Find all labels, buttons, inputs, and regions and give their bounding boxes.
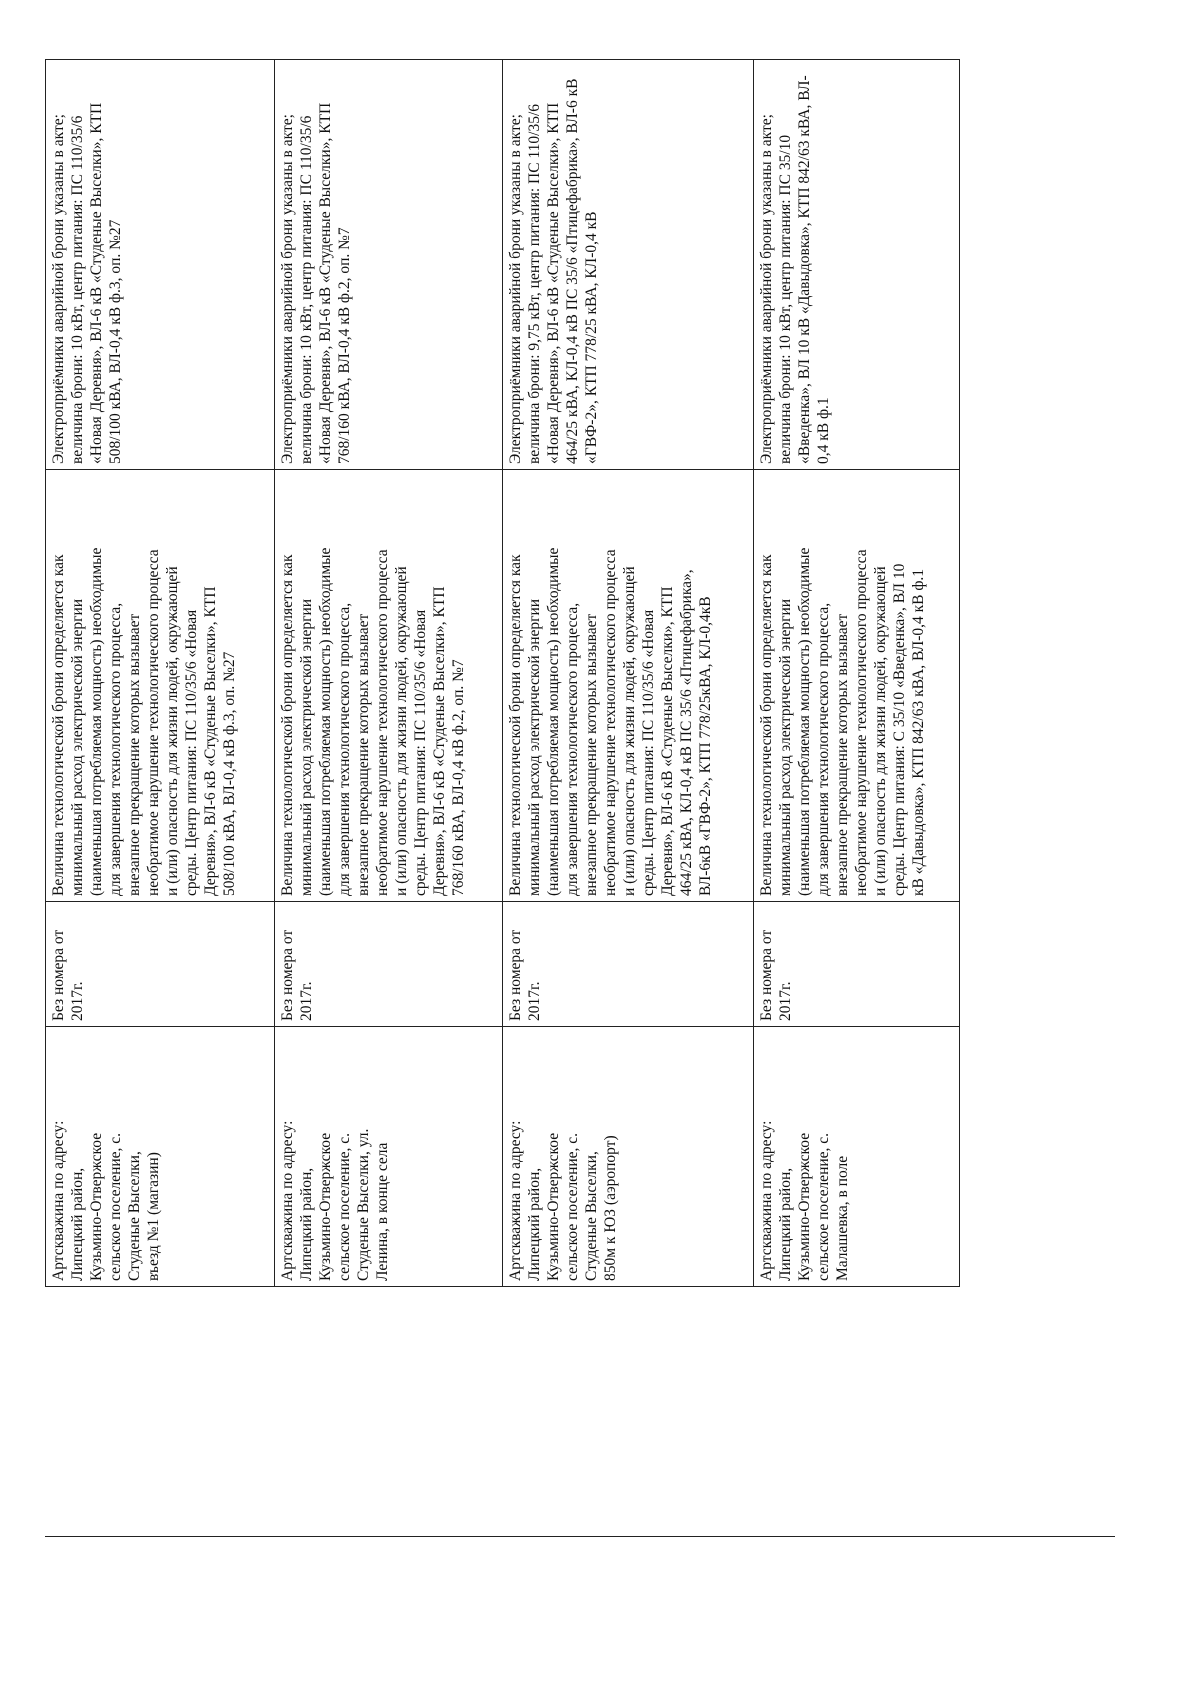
cell-text-line: Электроприёмники аварийной брони указаны в акте; [278,114,296,464]
cell-text-line: для завершения технологического процесса, [335,602,353,896]
document-cell [753,902,959,1027]
cell-text-line: внезапное прекращение которых вызывает [583,613,600,896]
table-row [46,60,275,1287]
cell-text-line: (наименьшая потребляемая мощность) необходимые [316,547,334,896]
cell-text-line: (наименьшая потребляемая мощность) необходимые [545,547,562,896]
cell-text-line: 850м к ЮЗ (аэропорт) [602,1135,619,1281]
cell-text-line: Деревня», ВЛ-6 кВ «Студеные Выселки», КТП [659,586,676,896]
cell-text-line: Студеные Выселки, [126,1151,143,1281]
cell-text-line: Кузьмино-Отвержское [88,1132,105,1281]
tech-reserve-cell [503,470,754,902]
address-cell [46,1027,275,1287]
cell-text-line: сельское поселение, с. [814,1132,832,1281]
reserve-table-body [46,60,960,1287]
cell-text-line: Студеные Выселки, ул. [354,1128,372,1281]
cell-text-line: Артскважина по адресу: [278,1120,296,1281]
cell-text-line: «ГВФ-2», КТП 778/25 кВА, КЛ-0,4 кВ [583,211,600,464]
cell-text-line: 768/160 кВА, ВЛ-0,4 кВ ф.2, оп. №7 [449,659,467,896]
cell-text-line: Кузьмино-Отвержское [795,1132,813,1281]
cell-text-line: Малашевка, в поле [833,1155,851,1281]
table-row [503,60,754,1287]
cell-text-line: Без номера от [757,929,775,1021]
cell-text-line: необратимое нарушение технологического процесса [852,549,870,896]
cell-text-line: «Новая Деревня», ВЛ-6 кВ «Студеные Выселки», КТП [88,102,105,464]
tech-reserve-cell [46,470,275,902]
cell-text-line: Без номера от [278,929,296,1021]
cell-text-line: Липецкий район, [776,1167,794,1281]
document-cell [46,902,275,1027]
cell-text-line: сельское поселение, с. [107,1132,124,1281]
cell-text-line: Артскважина по адресу: [50,1120,67,1281]
cell-text-line: Липецкий район, [297,1167,315,1281]
cell-text-line: Кузьмино-Отвержское [316,1132,334,1281]
cell-text-line: (наименьшая потребляемая мощность) необходимые [88,547,105,896]
cell-text-line: ВЛ-6кВ «ГВФ-2», КТП 778/25кВА, КЛ-0,4кВ [697,596,714,896]
cell-text-line: среды. Центр питания: ПС 110/35/6 «Новая [411,609,429,896]
cell-text-line: величина брони: 10 кВт, центр питания: ПС 35/10 [776,134,794,464]
cell-text-line: сельское поселение, с. [564,1132,581,1281]
cell-text-line: 508/100 кВА, ВЛ-0,4 кВ ф.3, оп. №27 [107,219,124,464]
address-cell [753,1027,959,1287]
table-area [45,60,960,1547]
cell-text-line: 464/25 кВА, КЛ-0,4 кВ ПС 35/6 «Птицефабрика», [678,569,695,896]
cell-text-line: среды. Центр питания: С 35/10 «Введенка», ВЛ 10 [890,563,908,896]
emergency-reserve-cell [503,60,754,470]
cell-text-line: минимальный расход электрической энергии [69,598,86,896]
cell-text-line: кВ «Давыдовка», КТП 842/63 кВА, ВЛ-0,4 кВ ф.1 [909,568,927,896]
tech-reserve-cell [753,470,959,902]
cell-text-line: Липецкий район, [526,1167,543,1281]
cell-text-line: величина брони: 10 кВт, центр питания: ПС 110/35/6 [297,115,315,464]
cell-text-line: необратимое нарушение технологического процесса [145,549,162,896]
cell-text-line: 768/160 кВА, ВЛ-0,4 кВ ф.2, оп. №7 [335,227,353,464]
cell-text-line: 2017г. [776,981,794,1021]
cell-text-line: для завершения технологического процесса, [107,602,124,896]
cell-text-line: величина брони: 10 кВт, центр питания: ПС 110/35/6 [69,115,86,464]
cell-text-line: Деревня», ВЛ-6 кВ «Студеные Выселки», КТП [430,586,448,896]
document-cell [274,902,503,1027]
emergency-reserve-cell [46,60,275,470]
cell-text-line: минимальный расход электрической энергии [526,598,543,896]
cell-text-line: Студеные Выселки, [583,1151,600,1281]
cell-text-line: минимальный расход электрической энергии [776,598,794,896]
reserve-table [45,59,960,1287]
cell-text-line: сельское поселение, с. [335,1132,353,1281]
cell-text-line: для завершения технологического процесса, [814,602,832,896]
cell-text-line: 0,4 кВ ф.1 [814,397,832,464]
cell-text-line: внезапное прекращение которых вызывает [354,613,372,896]
cell-text-line: внезапное прекращение которых вызывает [833,613,851,896]
cell-text-line: 2017г. [69,981,86,1021]
cell-text-line: «Новая Деревня», ВЛ-6 кВ «Студеные Выселки», КТП [316,102,334,464]
cell-text-line: «Новая Деревня», ВЛ-6 кВ «Студеные Выселки», КТП [545,102,562,464]
address-cell [274,1027,503,1287]
table-row [753,60,959,1287]
cell-text-line: и (или) опасность для жизни людей, окружающей [164,566,181,896]
cell-text-line: среды. Центр питания: ПС 110/35/6 «Новая [183,609,200,896]
cell-text-line: Артскважина по адресу: [507,1120,524,1281]
cell-text-line: Ленина, в конце села [373,1142,391,1281]
cell-text-line: величина брони: 9,75 кВт, центр питания: ПС 110/35/6 [526,104,543,464]
document-cell [503,902,754,1027]
cell-text-line: Деревня», ВЛ-6 кВ «Студеные Выселки», КТП [202,586,219,896]
emergency-reserve-cell [274,60,503,470]
cell-text-line: въезд №1 (магазин) [145,1152,162,1281]
cell-text-line: и (или) опасность для жизни людей, окружающей [871,566,889,896]
cell-text-line: Электроприёмники аварийной брони указаны в акте; [507,114,524,464]
table-row [274,60,503,1287]
cell-text-line: Величина технологической брони определяется как [278,554,296,896]
cell-text-line: Липецкий район, [69,1167,86,1281]
cell-text-line: 2017г. [297,981,315,1021]
cell-text-line: Без номера от [507,929,524,1021]
cell-text-line: внезапное прекращение которых вызывает [126,613,143,896]
cell-text-line: (наименьшая потребляемая мощность) необходимые [795,547,813,896]
cell-text-line: для завершения технологического процесса, [564,602,581,896]
tech-reserve-cell [274,470,503,902]
cell-text-line: необратимое нарушение технологического процесса [602,549,619,896]
cell-text-line: Электроприёмники аварийной брони указаны в акте; [50,114,67,464]
cell-text-line: и (или) опасность для жизни людей, окружающей [392,566,410,896]
cell-text-line: Электроприёмники аварийной брони указаны в акте; [757,114,775,464]
emergency-reserve-cell [753,60,959,470]
cell-text-line: 464/25 кВА, КЛ-0,4 кВ ПС 35/6 «Птицефабрика», ВЛ-6 кВ [564,78,581,464]
cell-text-line: Артскважина по адресу: [757,1120,775,1281]
cell-text-line: Без номера от [50,929,67,1021]
cell-text-line: Величина технологической брони определяется как [507,554,524,896]
cell-text-line: 2017г. [526,981,543,1021]
cell-text-line: «Введенка», ВЛ 10 кВ «Давыдовка», КТП 842/63 кВА, ВЛ- [795,75,813,464]
cell-text-line: Величина технологической брони определяется как [757,554,775,896]
cell-text-line: необратимое нарушение технологического процесса [373,549,391,896]
cell-text-line: Кузьмино-Отвержское [545,1132,562,1281]
address-cell [503,1027,754,1287]
cell-text-line: минимальный расход электрической энергии [297,598,315,896]
cell-text-line: 508/100 кВА, ВЛ-0,4 кВ ф.3, оп. №27 [221,651,238,896]
cell-text-line: Величина технологической брони определяется как [50,554,67,896]
cell-text-line: и (или) опасность для жизни людей, окружающей [621,566,638,896]
cell-text-line: среды. Центр питания: ПС 110/35/6 «Новая [640,609,657,896]
